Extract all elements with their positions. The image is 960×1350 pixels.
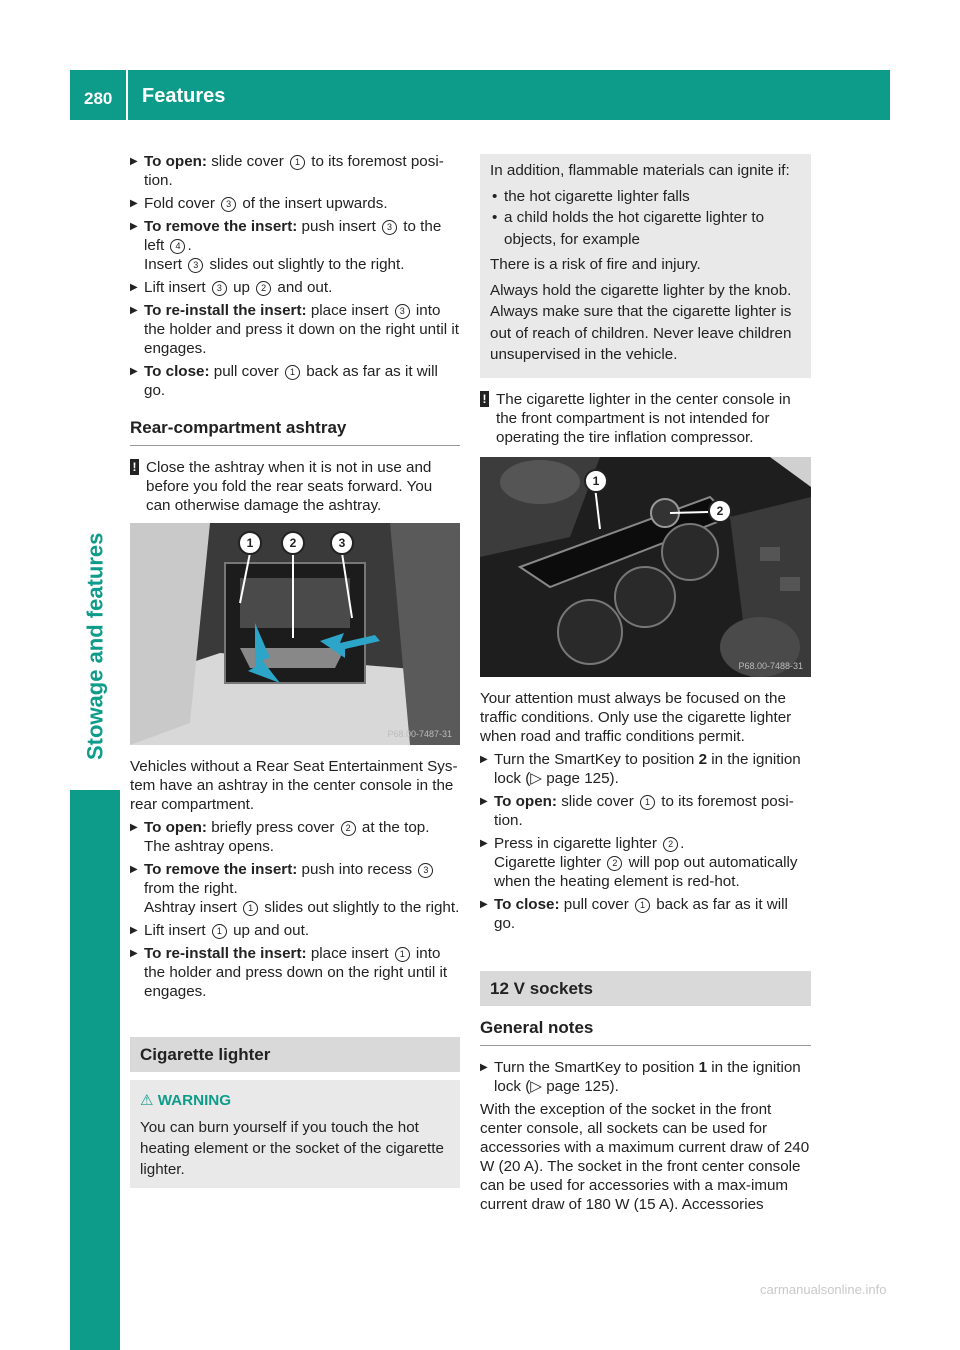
warning-box bbox=[130, 1080, 460, 1188]
step-open-lighter-cover: ▶ To open: slide cover 1 to its foremost posi-tion. bbox=[480, 792, 811, 830]
callout-number: 1 bbox=[395, 947, 410, 962]
callout-number: 3 bbox=[212, 281, 227, 296]
info-risk: There is a risk of fire and injury. bbox=[490, 256, 701, 273]
cigarette-lighter-photo bbox=[480, 457, 811, 677]
callout-number: 1 bbox=[285, 365, 300, 380]
section-heading-ashtray: Rear-compartment ashtray bbox=[130, 418, 460, 446]
step-open-cover: ▶ To open: slide cover 1 to its foremost posi-tion. bbox=[130, 152, 460, 190]
step-fold-cover: ▶ Fold cover 3 of the insert upwards. bbox=[130, 194, 460, 213]
notice-icon: ! bbox=[130, 459, 139, 475]
step-lift-ashtray-insert: ▶ Lift insert 1 up and out. bbox=[130, 921, 460, 940]
callout-number: 2 bbox=[341, 821, 356, 836]
ashtray-notice: ! Close the ashtray when it is not in use and before you fold the rear seats forward. You can otherwise damage the ashtray. bbox=[130, 458, 460, 515]
attention-paragraph: Your attention must always be focused on the traffic conditions. Only use the cigarette lighter when road and traffic conditions permit. bbox=[480, 689, 792, 745]
step-reinstall-insert: ▶ To re-install the insert: place insert 3 into the holder and press it down on the right until it engages. bbox=[130, 301, 460, 358]
callout-2: 2 bbox=[281, 531, 305, 555]
warning-heading: ⚠ WARNING bbox=[140, 1092, 232, 1109]
right-column bbox=[480, 154, 811, 1218]
step-reinstall-ashtray-insert: ▶ To re-install the insert: place insert 1 into the holder and press down on the right until it engages. bbox=[130, 944, 460, 1001]
callout-number: 1 bbox=[640, 795, 655, 810]
step-open-ashtray: ▶ To open: briefly press cover 2 at the top. The ashtray opens. bbox=[130, 818, 460, 856]
callout-number: 1 bbox=[212, 924, 227, 939]
callout-number: 1 bbox=[243, 901, 258, 916]
step-lift-insert: ▶ Lift insert 3 up 2 and out. bbox=[130, 278, 460, 297]
lighter-notice: ! The cigarette lighter in the center console in the front compartment is not intended for operating the tire inflation compressor. bbox=[480, 390, 811, 447]
sockets-paragraph: With the exception of the socket in the front center console, all sockets can be used for accessories with a maximum current draw of 240 W (20 A). The socket in the front center console can be used for accessories with a max-imum current draw of 180 W (15 A). Accessories bbox=[480, 1100, 810, 1213]
warning-text: You can burn yourself if you touch the hot heating element or the socket of the cigarette lighter. bbox=[140, 1119, 444, 1178]
image-code: P68.00-7487-31 bbox=[387, 729, 452, 739]
left-column bbox=[130, 152, 460, 1188]
page-number: 280 bbox=[84, 89, 113, 108]
callout-1: 1 bbox=[584, 469, 608, 493]
callout-number: 3 bbox=[382, 220, 397, 235]
callout-number: 3 bbox=[395, 304, 410, 319]
step-close-cover: ▶ To close: pull cover 1 back as far as it will go. bbox=[130, 362, 460, 400]
page-ref-arrow-icon: ▷ bbox=[530, 769, 542, 787]
page-header bbox=[70, 70, 890, 120]
subheading-general-notes: General notes bbox=[480, 1018, 811, 1046]
callout-number: 1 bbox=[290, 155, 305, 170]
info-intro: In addition, flammable materials can ignite if: bbox=[490, 162, 790, 179]
info-bullet: • the hot cigarette lighter falls bbox=[490, 186, 801, 208]
callout-1: 1 bbox=[238, 531, 262, 555]
callout-number: 4 bbox=[170, 239, 185, 254]
ashtray-photo bbox=[130, 523, 460, 745]
callout-number: 2 bbox=[663, 837, 678, 852]
section-sidebar bbox=[70, 120, 120, 1230]
callout-number: 3 bbox=[221, 197, 236, 212]
warning-triangle-icon: ⚠ bbox=[140, 1092, 154, 1109]
step-remove-insert: ▶ To remove the insert: push insert 3 to the left 4 . Insert 3 slides out slightly to the right. bbox=[130, 217, 460, 274]
sidebar-label: Stowage and features bbox=[82, 532, 108, 760]
lighter-illustration bbox=[480, 457, 811, 677]
info-advice: Always hold the cigarette lighter by the knob. Always make sure that the cigarette lighter is out of reach of children. Never leave children unsupervised in the vehicle. bbox=[490, 281, 792, 363]
step-remove-ashtray-insert: ▶ To remove the insert: push into recess 3 from the right. Ashtray insert 1 slides out slightly to the right. bbox=[130, 860, 460, 917]
ashtray-paragraph: Vehicles without a Rear Seat Entertainment Sys-tem have an ashtray in the center console in the rear compartment. bbox=[130, 758, 458, 813]
info-bullet: • a child holds the hot cigarette lighter to objects, for example bbox=[490, 207, 801, 250]
header-divider bbox=[126, 70, 128, 120]
callout-number: 1 bbox=[635, 898, 650, 913]
callout-number: 2 bbox=[607, 856, 622, 871]
step-turn-smartkey-sockets: ▶ Turn the SmartKey to position 1 in the ignition lock (▷ page 125). bbox=[480, 1058, 811, 1096]
section-heading-cigarette-lighter: Cigarette lighter bbox=[130, 1037, 460, 1072]
step-close-lighter-cover: ▶ To close: pull cover 1 back as far as it will go. bbox=[480, 895, 811, 933]
warning-continuation-box bbox=[480, 154, 811, 378]
callout-number: 3 bbox=[188, 258, 203, 273]
callout-number: 2 bbox=[256, 281, 271, 296]
footer-watermark: carmanualsonline.info bbox=[760, 1282, 887, 1297]
notice-icon: ! bbox=[480, 391, 489, 407]
step-turn-smartkey: ▶ Turn the SmartKey to position 2 in the ignition lock (▷ page 125). bbox=[480, 750, 811, 788]
sidebar-tab bbox=[70, 790, 120, 1350]
page-ref-arrow-icon: ▷ bbox=[530, 1077, 542, 1095]
page-title: Features bbox=[142, 85, 226, 107]
callout-number: 3 bbox=[418, 863, 433, 878]
image-code: P68.00-7488-31 bbox=[738, 660, 803, 671]
section-heading-12v-sockets: 12 V sockets bbox=[480, 971, 811, 1006]
callout-3: 3 bbox=[330, 531, 354, 555]
ashtray-illustration bbox=[130, 523, 460, 745]
callout-2: 2 bbox=[708, 499, 732, 523]
step-press-lighter: ▶ Press in cigarette lighter 2 . Cigarette lighter 2 will pop out automatically when the heating element is red-hot. bbox=[480, 834, 811, 891]
